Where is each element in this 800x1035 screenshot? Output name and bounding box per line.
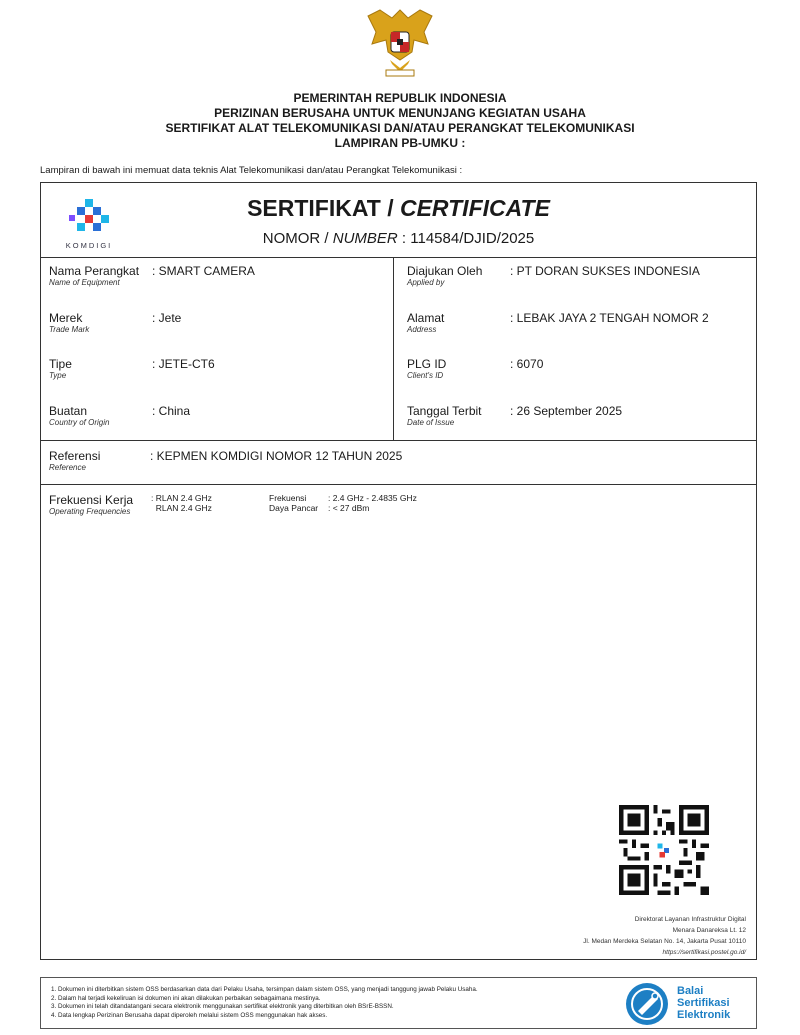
- bsre-line-3: Elektronik: [677, 1009, 731, 1021]
- field-sublabel: Applied by: [407, 278, 445, 287]
- field-sublabel: Country of Origin: [49, 418, 110, 427]
- footer-notes: [51, 986, 478, 1020]
- field-sublabel: Client's ID: [407, 371, 444, 380]
- field-value: : JETE-CT6: [152, 357, 215, 371]
- field-label: Alamat: [407, 311, 445, 325]
- certificate-frame: [40, 182, 757, 960]
- field-label: Referensi: [49, 449, 101, 463]
- field-value: : LEBAK JAYA 2 TENGAH NOMOR 2: [510, 311, 709, 325]
- field-date-of-issue: [407, 404, 623, 428]
- title-main: SERTIFIKAT /: [247, 195, 400, 221]
- power-value: : < 27 dBm: [328, 503, 370, 513]
- number-label: NOMOR /: [262, 230, 333, 247]
- footer-note: 3. Dokumen ini telah ditandatangani secara elektronik menggunakan sertifikat elektronik yang diterbitkan oleh BSrE-BSSN.: [51, 1003, 394, 1011]
- bsre-line-1: Balai: [677, 985, 704, 997]
- field-value: : KEPMEN KOMDIGI NOMOR 12 TAHUN 2025: [150, 449, 403, 463]
- government-header: [0, 91, 800, 151]
- field-value: : 26 September 2025: [510, 404, 623, 418]
- number-label-italic: NUMBER: [332, 230, 398, 247]
- office-line-3: Jl. Medan Merdeka Selatan No. 14, Jakarta Pusat 10110: [583, 938, 746, 945]
- bsre-logo-icon: [624, 981, 670, 1027]
- field-sublabel: Date of Issue: [407, 418, 455, 427]
- frequency-section: [41, 485, 756, 545]
- field-applied-by: [407, 264, 700, 288]
- reference-row: [41, 441, 756, 485]
- office-line-2: Menara Danareksa Lt. 12: [672, 927, 746, 934]
- freq-band-1: : RLAN 2.4 GHz: [151, 493, 212, 503]
- header-line-3: SERTIFIKAT ALAT TELEKOMUNIKASI DAN/ATAU PERANGKAT TELEKOMUNIKASI: [165, 121, 635, 135]
- field-equipment-name: [49, 264, 255, 288]
- footer-note: 1. Dokumen ini diterbitkan sistem OSS berdasarkan data dari Pelaku Usaha, tersimpan dalam sistem OSS, yang menjadi tanggung jawab Pelaku Usaha.: [51, 986, 478, 993]
- power-label: Daya Pancar: [269, 503, 319, 513]
- freq-label: Frekuensi: [269, 493, 307, 503]
- field-sublabel: Type: [49, 371, 67, 380]
- field-label: Tipe: [49, 357, 72, 371]
- field-type: [49, 357, 215, 381]
- field-sublabel: Trade Mark: [49, 325, 90, 334]
- field-sublabel: Reference: [49, 463, 86, 472]
- field-label: Diajukan Oleh: [407, 264, 483, 278]
- title-italic: CERTIFICATE: [399, 195, 550, 221]
- office-website: https://sertifikasi.postel.go.id/: [662, 949, 746, 956]
- field-label: PLG ID: [407, 357, 447, 371]
- field-client-id: [407, 357, 544, 381]
- field-value: : SMART CAMERA: [152, 264, 255, 278]
- intro-text: Lampiran di bawah ini memuat data teknis Alat Telekomunikasi dan/atau Perangkat Telekomunikasi :: [40, 165, 463, 176]
- number-value: : 114584/DJID/2025: [397, 230, 535, 247]
- certificate-number: [41, 230, 756, 247]
- field-label: Buatan: [49, 404, 88, 418]
- footer-notes-box: [40, 977, 757, 1029]
- field-address: [407, 311, 709, 335]
- field-label: Tanggal Terbit: [407, 404, 482, 418]
- garuda-emblem-icon: [362, 4, 438, 80]
- footer-note: 4. Data lengkap Perizinan Berusaha dapat diperoleh melalui sistem OSS menggunakan hak akses.: [51, 1011, 328, 1019]
- office-address: [583, 914, 746, 958]
- footer-note: 2. Dalam hal terjadi kekeliruan isi dokumen ini akan dilakukan perbaikan sebagaimana mestinya.: [51, 994, 321, 1002]
- office-line-1: Direktorat Layanan Infrastruktur Digital: [634, 916, 746, 923]
- field-label: Frekuensi Kerja: [49, 493, 134, 507]
- qr-code-icon[interactable]: [619, 805, 709, 895]
- header-line-1: PEMERINTAH REPUBLIK INDONESIA: [293, 91, 507, 105]
- freq-value: : 2.4 GHz - 2.4835 GHz: [328, 493, 417, 503]
- office-website-link[interactable]: [583, 947, 746, 958]
- grid-divider: [393, 258, 394, 441]
- certificate-title-row: [41, 183, 756, 258]
- field-sublabel: Address: [407, 325, 437, 334]
- field-value: : Jete: [152, 311, 182, 325]
- field-value: : China: [152, 404, 191, 418]
- field-reference: [49, 449, 403, 473]
- field-sublabel: Operating Frequencies: [49, 507, 131, 516]
- certificate-title: [41, 195, 756, 222]
- details-grid: [41, 258, 756, 441]
- field-value: : 6070: [510, 357, 544, 371]
- bsre-line-2: Sertifikasi: [677, 997, 730, 1009]
- field-label: Merek: [49, 311, 83, 325]
- field-sublabel: Name of Equipment: [49, 278, 120, 287]
- header-line-4: LAMPIRAN PB-UMKU :: [334, 136, 466, 150]
- field-label: Nama Perangkat: [49, 264, 140, 278]
- field-country-of-origin: [49, 404, 191, 428]
- bsre-name: [677, 985, 730, 1021]
- komdigi-logo-text: KOMDIGI: [65, 241, 113, 250]
- field-operating-frequencies: [49, 493, 133, 517]
- field-trade-mark: [49, 311, 182, 335]
- header-line-2: PERIZINAN BERUSAHA UNTUK MENUNJANG KEGIATAN USAHA: [214, 106, 586, 120]
- field-value: : PT DORAN SUKSES INDONESIA: [510, 264, 700, 278]
- freq-band-2: RLAN 2.4 GHz: [151, 503, 212, 513]
